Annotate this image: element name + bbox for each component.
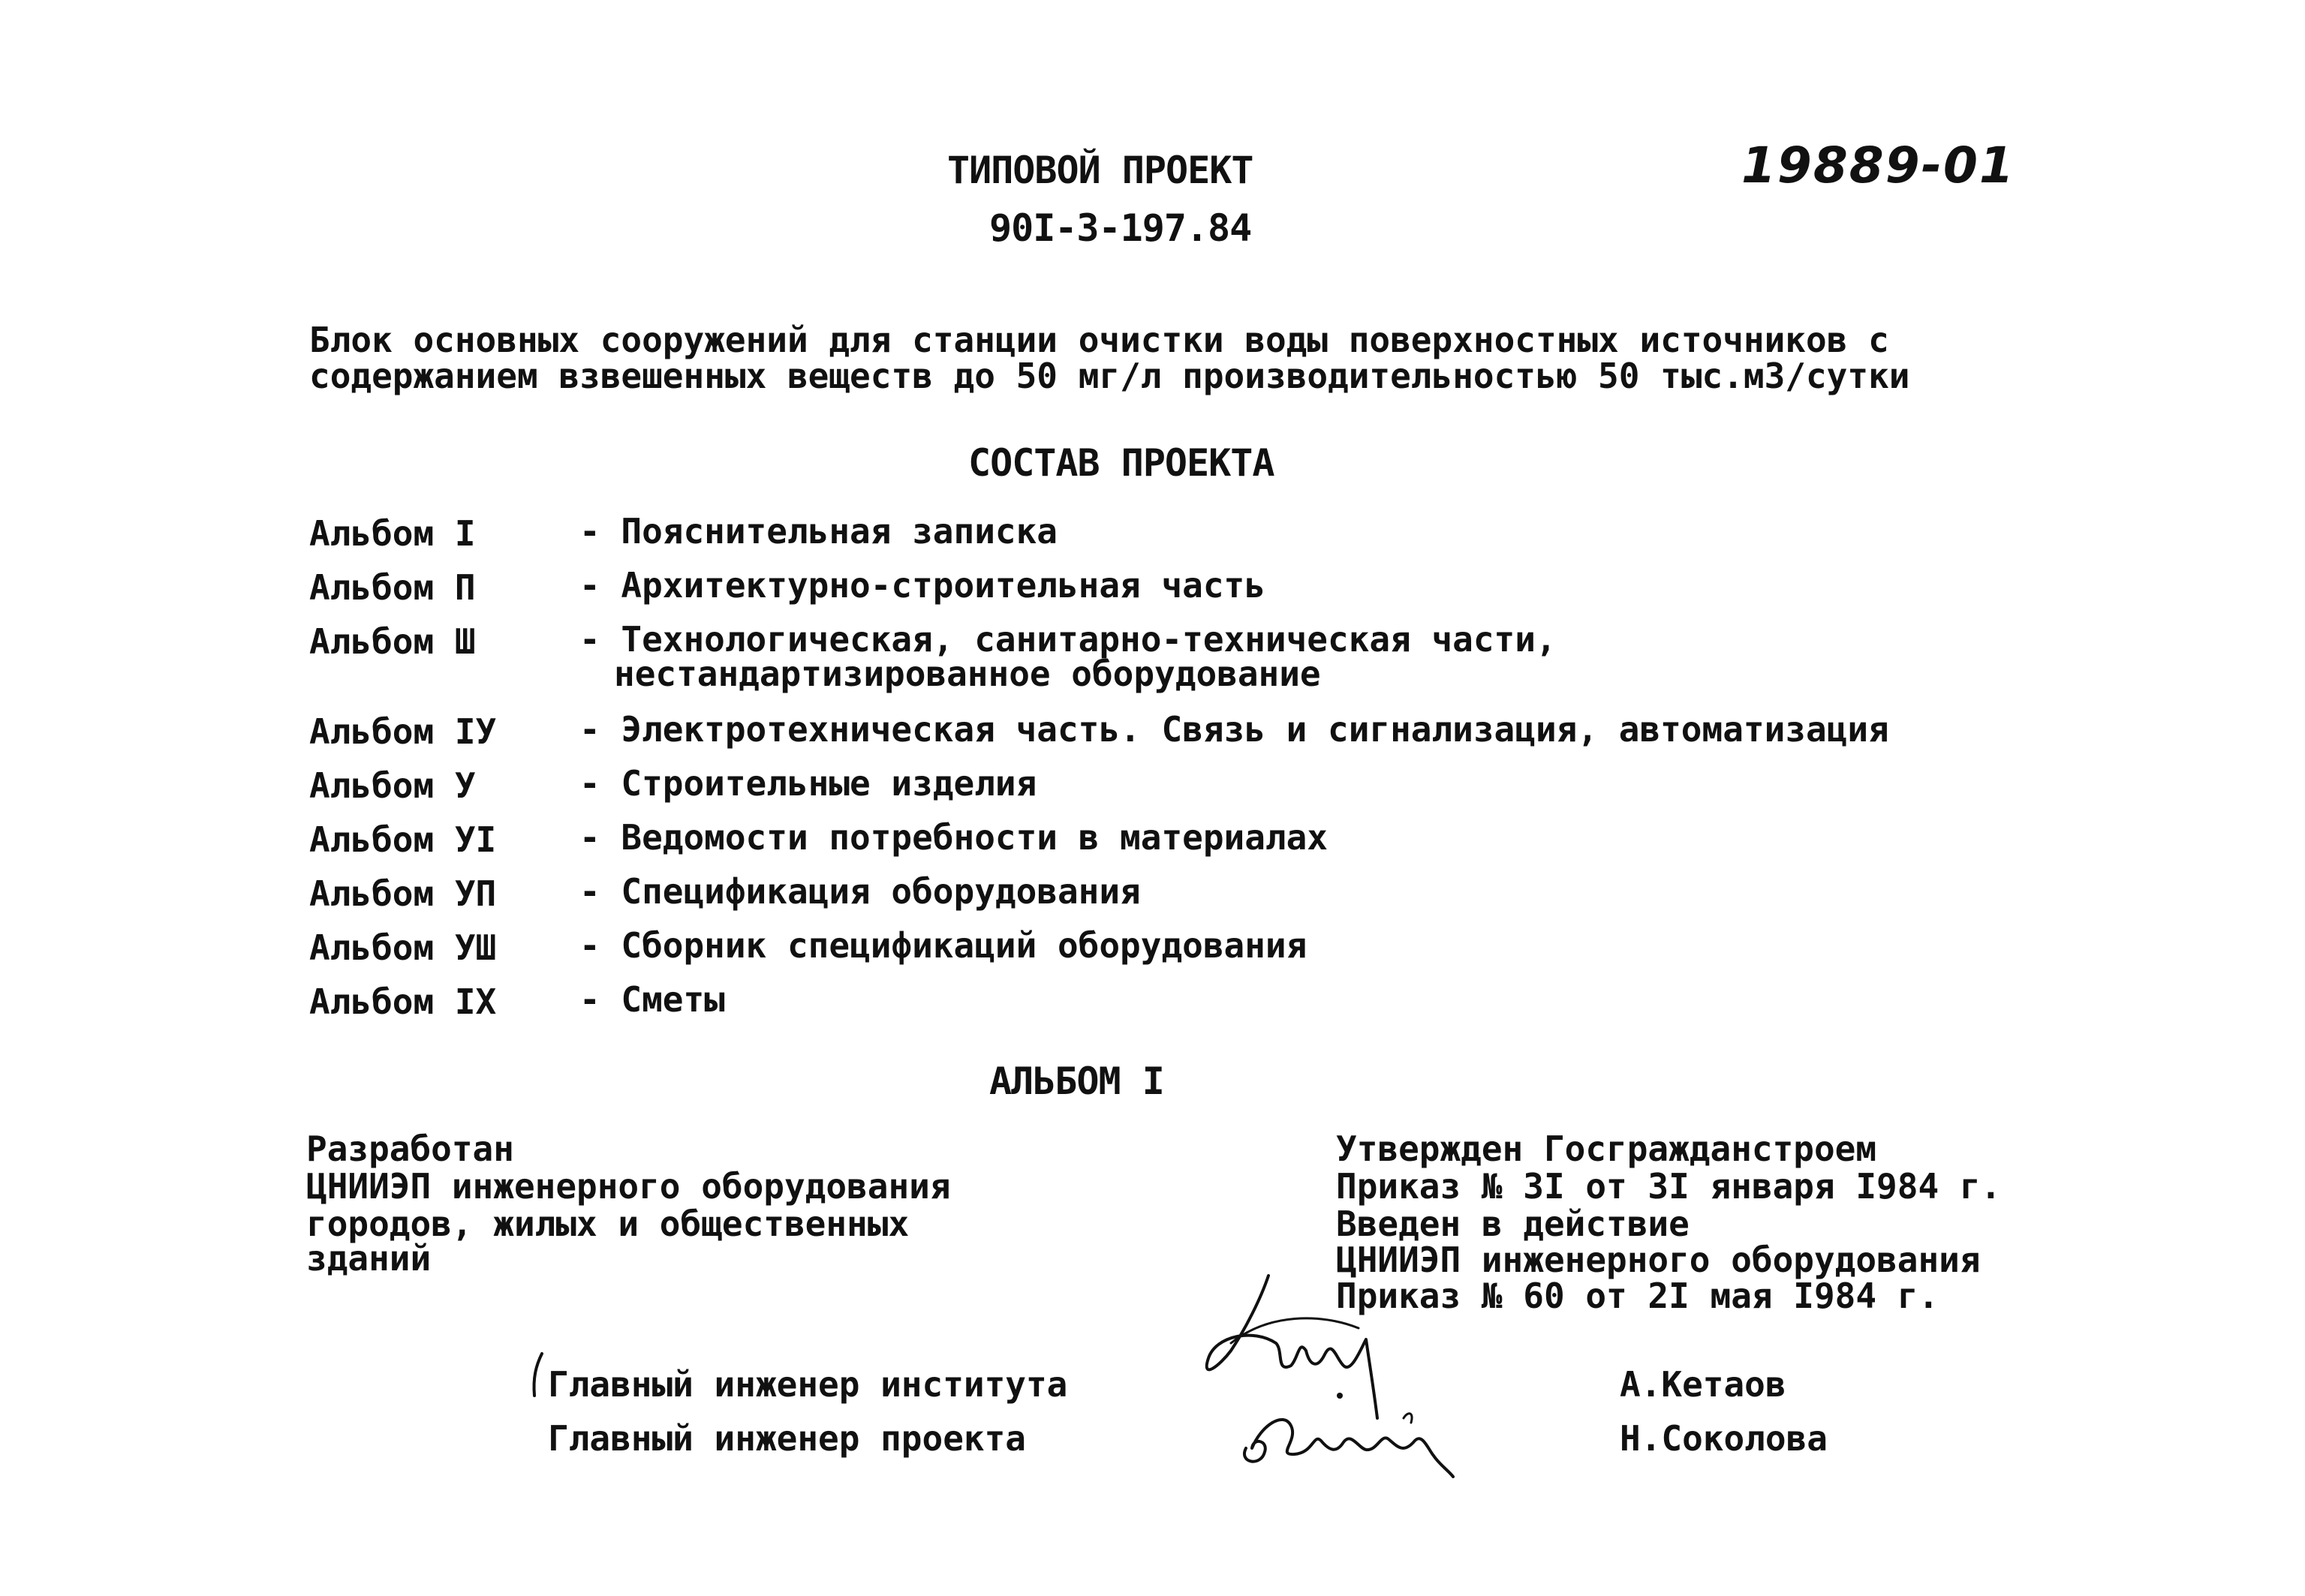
album-description: - Технологическая, санитарно-техническая части, xyxy=(579,619,1557,660)
album-name: Альбом У xyxy=(309,765,476,806)
approval-line-5: Приказ № 60 от 2I мая I984 г. xyxy=(1336,1276,1939,1316)
album-description: - Ведомости потребности в материалах xyxy=(579,817,1328,858)
pen-tick-mark xyxy=(525,1351,548,1403)
album-description: - Сборник спецификаций оборудования xyxy=(579,925,1307,966)
developer-org-line-2: городов, жилых и общественных xyxy=(306,1204,910,1244)
developed-label: Разработан xyxy=(306,1129,514,1169)
album-name: Альбом П xyxy=(309,567,476,608)
album-description: - Строительные изделия xyxy=(579,763,1037,804)
album-name: Альбом Ш xyxy=(309,621,476,662)
project-description-line-2: содержанием взвешенных веществ до 50 мг/л производительностью 50 тыс.м3/сутки xyxy=(309,356,1910,396)
document-number-handwritten: 19889-01 xyxy=(1741,137,2015,194)
album-description: - Архитектурно-строительная часть xyxy=(579,565,1265,606)
role-chief-engineer-project: Главный инженер проекта xyxy=(548,1418,1026,1459)
album-heading: АЛЬБОМ I xyxy=(989,1059,1164,1103)
album-description: - Спецификация оборудования xyxy=(579,871,1141,912)
project-type-title: ТИПОВОЙ ПРОЕКТ xyxy=(947,149,1253,192)
approval-line-4: ЦНИИЭП инженерного оборудования xyxy=(1336,1240,1981,1280)
album-name: Альбом УШ xyxy=(309,927,497,968)
approval-line-3: Введен в действие xyxy=(1336,1204,1690,1244)
album-description: - Сметы xyxy=(579,979,725,1020)
developer-org-line-3: зданий xyxy=(306,1238,432,1279)
approval-line-2: Приказ № 3I от 3I января I984 г. xyxy=(1336,1166,2002,1207)
approval-line-1: Утвержден Госгражданстроем xyxy=(1336,1129,1877,1169)
project-description-line-1: Блок основных сооружений для станции очистки воды поверхностных источников с xyxy=(309,320,1889,360)
composition-heading: СОСТАВ ПРОЕКТА xyxy=(968,441,1274,485)
album-name: Альбом IУ xyxy=(309,711,497,752)
album-description-continued: нестандартизированное оборудование xyxy=(614,654,1321,694)
signatory-name-1: А.Кетаов xyxy=(1620,1364,1786,1405)
album-description: - Пояснительная записка xyxy=(579,511,1058,552)
signatory-name-2: Н.Соколова xyxy=(1620,1418,1828,1459)
album-name: Альбом I xyxy=(309,513,476,554)
album-name: Альбом УП xyxy=(309,873,497,914)
album-description: - Электротехническая часть. Связь и сигнализация, автоматизация xyxy=(579,709,1889,750)
album-name: Альбом УI xyxy=(309,819,497,860)
developer-org-line-1: ЦНИИЭП инженерного оборудования xyxy=(306,1166,951,1207)
handwritten-signature-2 xyxy=(1231,1396,1456,1478)
project-code: 90I-3-197.84 xyxy=(989,206,1252,250)
role-chief-engineer-institute: Главный инженер института xyxy=(548,1364,1068,1405)
album-name: Альбом IX xyxy=(309,981,497,1022)
album-list xyxy=(309,513,2036,1038)
